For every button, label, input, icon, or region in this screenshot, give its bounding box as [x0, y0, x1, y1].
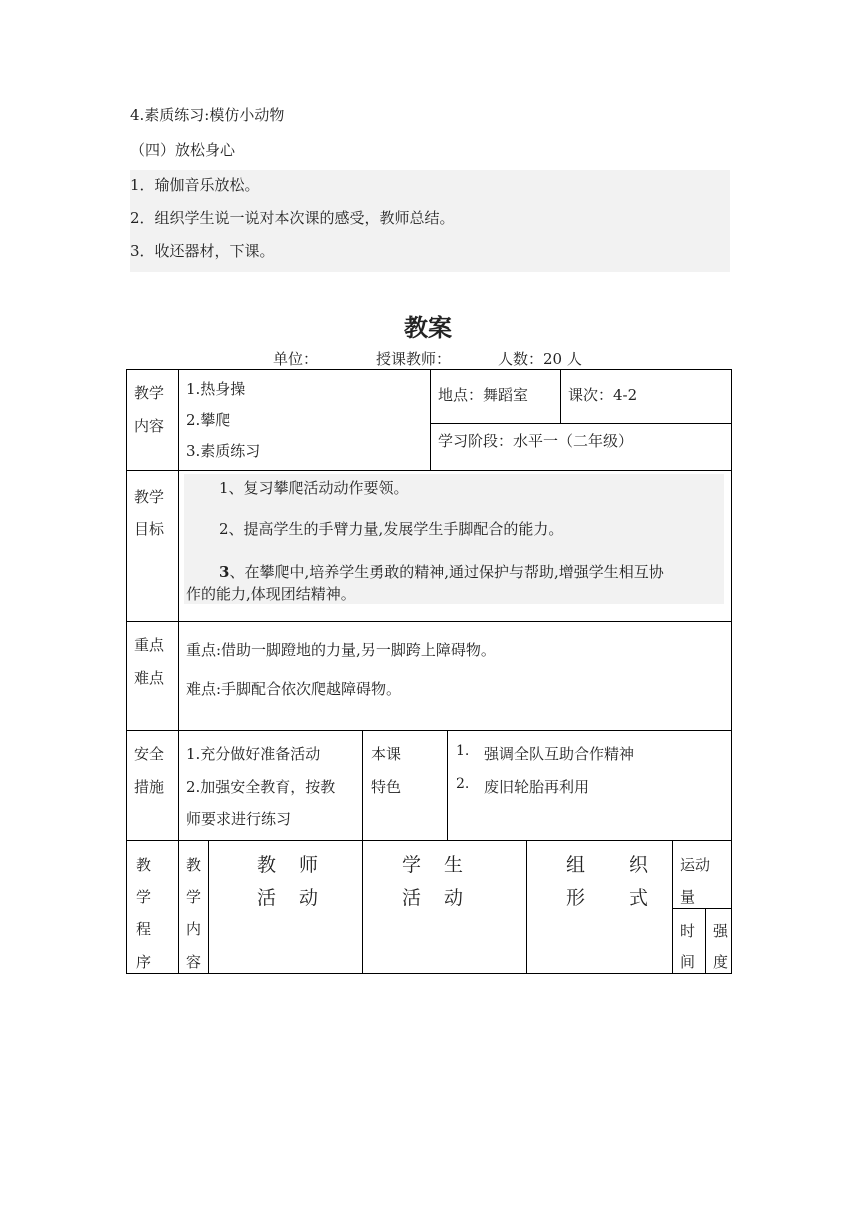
content-item-1: 1.热身操 — [186, 380, 246, 398]
label-key-a: 重点 — [134, 636, 165, 654]
goal-3-line-2: 作的能力,体现团结精神。 — [186, 585, 356, 603]
content-item-2: 2.攀爬 — [186, 411, 231, 429]
label-safety-b: 措施 — [134, 778, 165, 796]
goal-1: 1、复习攀爬活动动作要领。 — [219, 479, 409, 497]
key-point: 重点:借助一脚蹬地的力量,另一脚跨上障碍物。 — [186, 641, 496, 659]
organization-a: 组 织 — [566, 854, 651, 876]
safety-measure-1: 1.充分做好准备活动 — [186, 745, 321, 763]
content-char-1: 教 — [186, 856, 202, 874]
label-teaching-b: 内容 — [134, 417, 165, 435]
goal-3-line-1 — [219, 561, 664, 582]
label-safety-a: 安全 — [134, 745, 165, 763]
session: 课次：4-2 — [568, 386, 638, 404]
intro-line-4: 2．组织学生说一说对本次课的感受，教师总结。 — [130, 209, 455, 227]
student-activity-a: 学 生 — [402, 854, 466, 876]
goal-2: 2、提高学生的手臂力量,发展学生手脚配合的能力。 — [219, 520, 564, 538]
label-key-b: 难点 — [134, 669, 165, 687]
label-goal-b: 目标 — [134, 520, 165, 538]
meta-teacher: 授课教师： — [376, 350, 452, 368]
intro-line-5: 3．收还器材，下课。 — [130, 242, 275, 260]
proc-char-4: 序 — [136, 953, 152, 971]
organization-b: 形 式 — [566, 887, 651, 909]
feature-2-number: 2. — [456, 776, 470, 792]
safety-measure-3: 师要求进行练习 — [186, 810, 292, 828]
location: 地点：舞蹈室 — [438, 386, 529, 404]
meta-unit: 单位： — [273, 350, 319, 368]
time-label-b: 间 — [680, 953, 696, 971]
learning-stage: 学习阶段：水平一（二年级） — [438, 432, 634, 450]
safety-measure-2: 2.加强安全教育，按教 — [186, 778, 336, 796]
intro-line-2: （四）放松身心 — [130, 141, 236, 159]
proc-char-3: 程 — [136, 920, 152, 938]
teacher-activity-a: 教 师 — [257, 854, 321, 876]
teacher-activity-b: 活 动 — [257, 887, 321, 909]
meta-count: 人数：20 人 — [498, 350, 582, 368]
load-label-b: 量 — [680, 888, 696, 906]
intensity-label-b: 度 — [713, 953, 729, 971]
content-char-4: 容 — [186, 953, 202, 971]
difficult-point: 难点:手脚配合依次爬越障碍物。 — [186, 680, 402, 698]
proc-char-2: 学 — [136, 888, 152, 906]
label-goal-a: 教学 — [134, 488, 165, 506]
feature-1: 强调全队互助合作精神 — [484, 745, 635, 763]
intensity-label-a: 强 — [713, 922, 729, 940]
content-char-2: 学 — [186, 888, 202, 906]
content-char-3: 内 — [186, 920, 202, 938]
goal-3-text: 、在攀爬中,培养学生勇敢的精神,通过保护与帮助,增强学生相互协 — [229, 563, 664, 581]
feature-2: 废旧轮胎再利用 — [484, 778, 590, 796]
proc-char-1: 教 — [136, 856, 152, 874]
load-label-a: 运动 — [680, 856, 711, 874]
time-label-a: 时 — [680, 922, 696, 940]
label-feature-b: 特色 — [371, 778, 402, 796]
feature-1-number: 1. — [456, 743, 470, 759]
goal-3-number: 3 — [219, 563, 230, 581]
label-feature-a: 本课 — [371, 745, 402, 763]
intro-line-3: 1．瑜伽音乐放松。 — [130, 176, 260, 194]
label-teaching-a: 教学 — [134, 384, 165, 402]
intro-line-1: 4.素质练习:模仿小动物 — [130, 106, 285, 124]
student-activity-b: 活 动 — [402, 887, 466, 909]
lesson-title: 教案 — [404, 314, 452, 342]
content-item-3: 3.素质练习 — [186, 442, 261, 460]
